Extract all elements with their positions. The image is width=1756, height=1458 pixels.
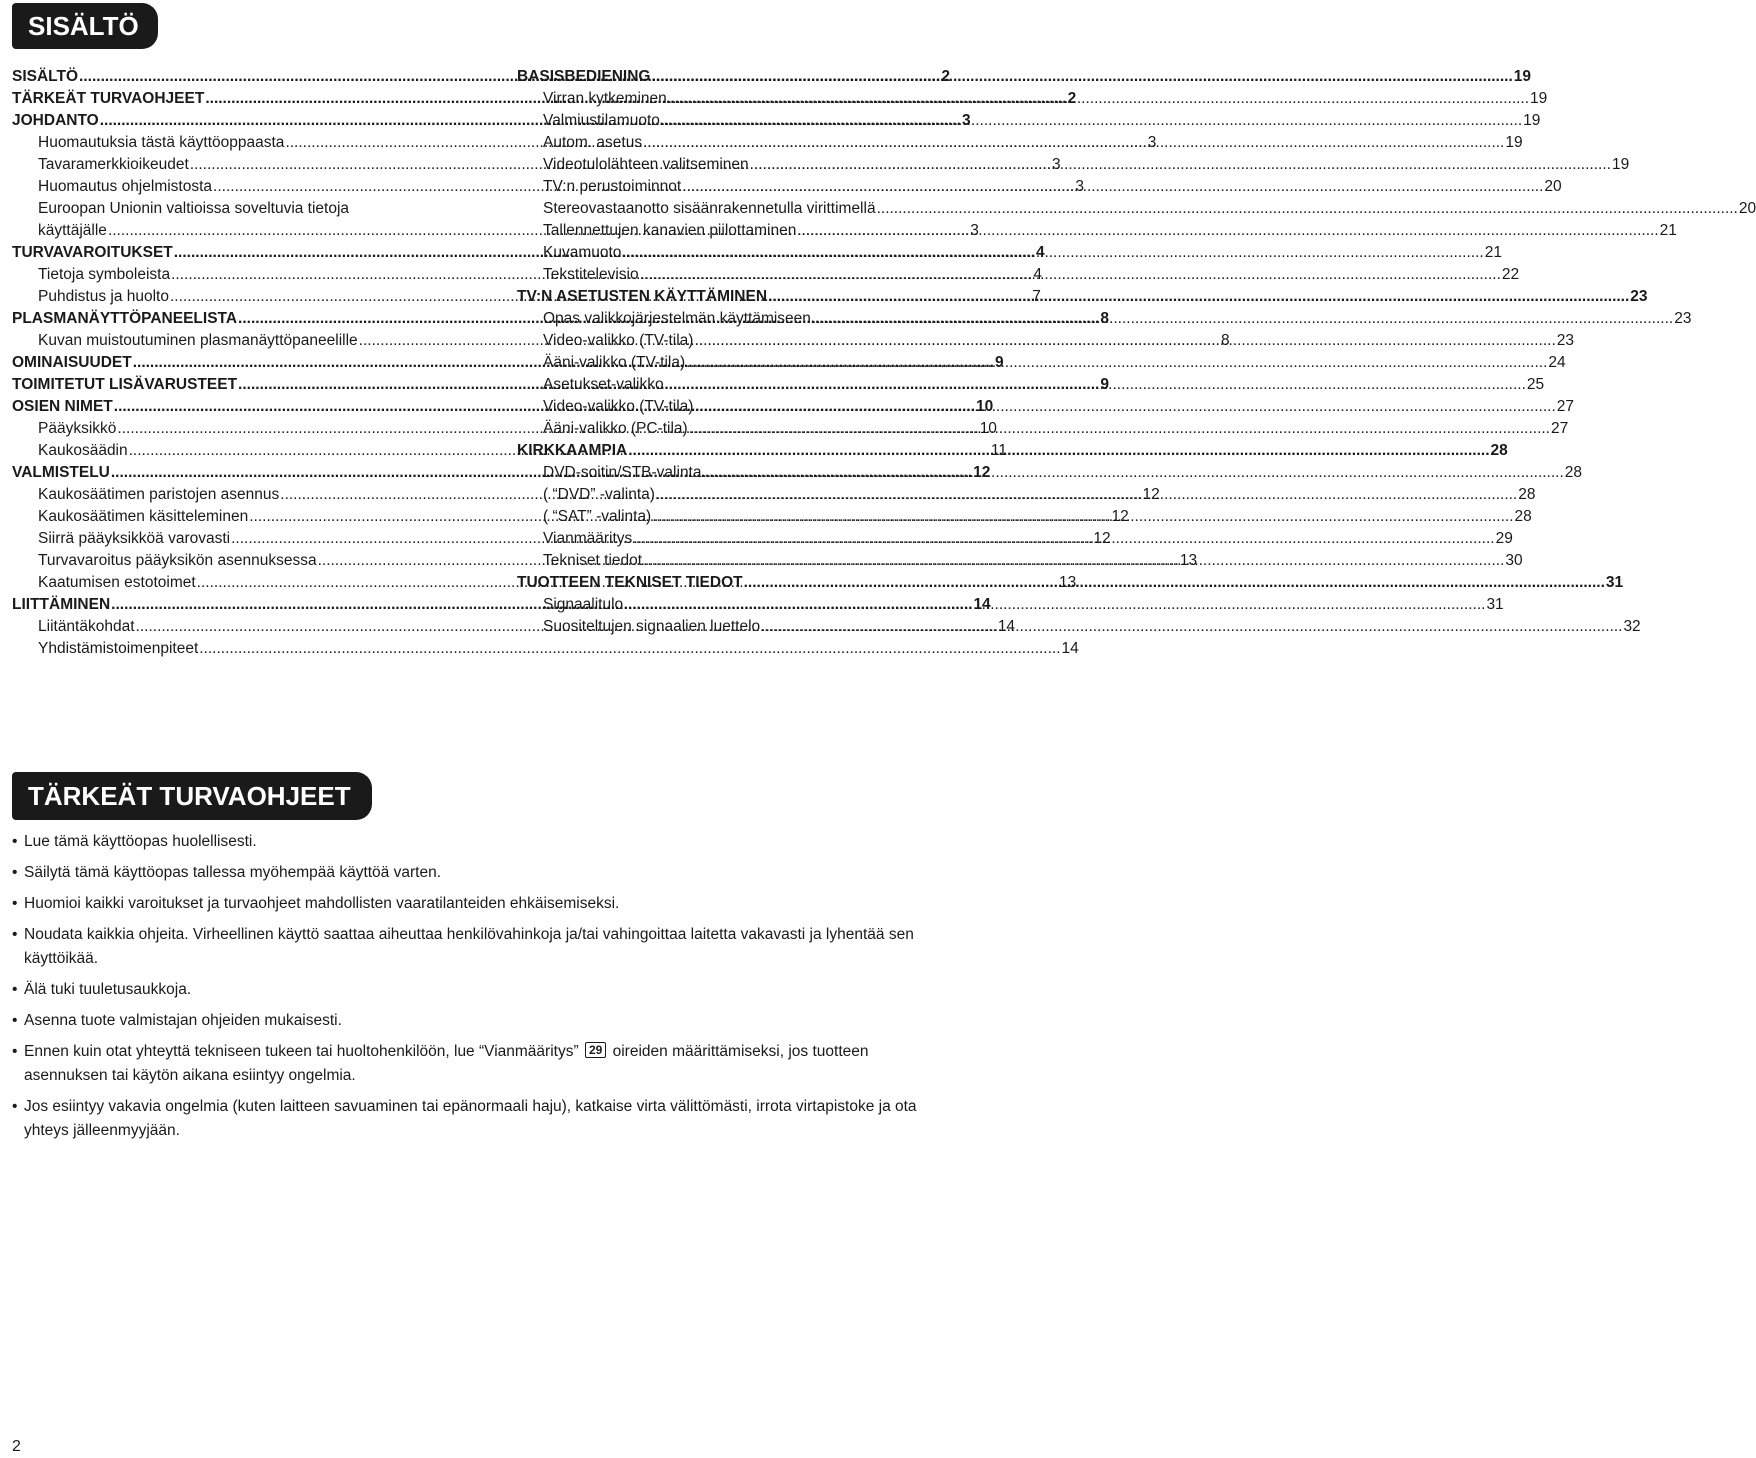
- toc-entry-page: 12: [1111, 508, 1129, 525]
- toc-entry-page: 31: [1486, 596, 1504, 613]
- toc-entry-page: 14: [1061, 640, 1079, 657]
- safety-item-text: Älä tuki tuuletusaukkoja.: [24, 981, 192, 998]
- toc-leader-dots: [694, 330, 1555, 352]
- toc-entry-page: 14: [973, 596, 991, 613]
- toc-entry-label: Kaukosäätimen käsitteleminen: [38, 508, 249, 525]
- toc-entry-page: 12: [1142, 486, 1160, 503]
- toc-entry-page: 9: [994, 354, 1004, 371]
- toc-entry-page: 13: [1179, 552, 1198, 569]
- toc-leader-dots: [750, 154, 1611, 176]
- toc-entry-label: Vianmääritys: [543, 530, 633, 547]
- toc-entry-page: 23: [1674, 310, 1692, 327]
- page-title: SISÄLTÖ: [12, 3, 158, 49]
- toc-entry-label: Autom. asetus: [543, 134, 643, 151]
- toc-entry-label: Suositeltujen signaalien luettelo: [543, 618, 761, 635]
- toc-entry-page: 27: [1556, 398, 1574, 415]
- toc-entry[interactable]: [517, 88, 1548, 110]
- toc-entry-page: 19: [1523, 112, 1541, 129]
- toc-entry-page: 12: [973, 464, 991, 481]
- toc-entry[interactable]: [517, 176, 1562, 198]
- toc-entry[interactable]: [517, 330, 1574, 352]
- toc-entry-page: 19: [1513, 68, 1532, 85]
- toc-entry[interactable]: [517, 110, 1541, 132]
- toc-entry[interactable]: [517, 286, 1648, 308]
- toc-entry-page: 19: [1611, 156, 1630, 173]
- safety-item-text: Noudata kaikkia ohjeita. Virheellinen käyttö saattaa aiheuttaa henkilövahinkoja ja/tai vahingoittaa laitetta vakavasti ja lyhentää sen käyttöikää.: [24, 926, 914, 967]
- toc-leader-dots: [797, 220, 1658, 242]
- toc-entry-label: Yhdistämistoimenpiteet: [38, 640, 199, 657]
- toc-entry-label: VALMISTELU: [12, 464, 110, 481]
- toc-entry[interactable]: [517, 154, 1630, 176]
- safety-item-text: Asenna tuote valmistajan ohjeiden mukaisesti.: [24, 1012, 342, 1029]
- toc-entry-page: 11: [990, 442, 1007, 459]
- toc-entry[interactable]: [12, 198, 456, 220]
- bullet-icon: •: [12, 1012, 18, 1029]
- toc-entry-label: KIRKKAAMPIA: [517, 442, 628, 459]
- toc-entry-page: 8: [1220, 332, 1230, 349]
- toc-entry-label: Huomautus ohjelmistosta: [38, 178, 213, 195]
- toc-entry-page: 28: [1490, 442, 1508, 459]
- toc-entry-label: Turvavaroitus pääyksikön asennuksessa: [38, 552, 317, 569]
- toc-leader-dots: [694, 396, 1555, 418]
- safety-item: [12, 1009, 952, 1033]
- toc-entry-label: LIITTÄMINEN: [12, 596, 111, 613]
- toc-leader-dots: [661, 110, 1522, 132]
- toc-entry-page: 2: [1067, 90, 1077, 107]
- toc-entry-label: TOIMITETUT LISÄVARUSTEET: [12, 376, 238, 393]
- toc-entry-page: 29: [1495, 530, 1513, 547]
- toc-leader-dots: [744, 572, 1605, 594]
- bullet-icon: •: [12, 864, 18, 881]
- toc-entry-label: Ääni-valikko (TV-tila): [543, 354, 686, 371]
- toc-leader-dots: [656, 484, 1517, 506]
- toc-leader-dots: [812, 308, 1673, 330]
- toc-entry-page: 8: [1100, 310, 1109, 327]
- toc-entry[interactable]: [517, 242, 1502, 264]
- bullet-icon: •: [12, 981, 18, 998]
- toc-entry-page: 10: [979, 420, 997, 437]
- toc-entry-label: Huomautuksia tästä käyttöoppaasta: [38, 134, 285, 151]
- toc-entry-label: ( “DVD” -valinta): [543, 486, 655, 503]
- toc-entry-page: 24: [1548, 354, 1566, 371]
- toc-entry-label: Kaukosäädin: [38, 442, 128, 459]
- toc-entry-page: 10: [976, 398, 994, 415]
- toc-entry-label: Tekniset tiedot: [543, 552, 643, 569]
- toc-entry-label: Videotulolähteen valitseminen: [543, 156, 749, 173]
- toc-entry-label: Opas valikkojärjestelmän käyttämiseen: [543, 310, 811, 327]
- toc-leader-dots: [643, 550, 1504, 572]
- toc-entry-label: Video-valikko (TV-tila): [543, 332, 694, 349]
- toc-entry-label: Virran kytkeminen: [543, 90, 667, 107]
- safety-item-text: oireiden määrittämiseksi, jos tuotteen asennuksen tai käytön aikana esiintyy ongelmia.: [24, 1043, 869, 1084]
- toc-entry-page: 19: [1505, 134, 1523, 151]
- toc-leader-dots: [652, 506, 1513, 528]
- toc-entry-page: 4: [1036, 244, 1045, 261]
- safety-item-text: Jos esiintyy vakavia ongelmia (kuten laitteen savuaminen tai epänormaali haju), katkaise virta välittömästi, irrota virtapistoke ja ota yhteys jälleenmyyjään.: [24, 1098, 917, 1139]
- toc-entry[interactable]: [12, 638, 1079, 660]
- toc-entry-page: 3: [970, 222, 979, 239]
- toc-leader-dots: [622, 242, 1483, 264]
- toc-leader-dots: [628, 440, 1489, 462]
- toc-entry-label: Liitäntäkohdat: [38, 618, 135, 635]
- toc-entry-label: DVD-soitin/STB-valinta: [543, 464, 702, 481]
- toc-entry-label: TÄRKEÄT TURVAOHJEET: [12, 90, 205, 107]
- toc-entry-page: 31: [1605, 574, 1624, 591]
- toc-entry-label: Tekstitelevisio: [543, 266, 639, 283]
- toc-entry-page: 30: [1505, 552, 1523, 569]
- toc-entry[interactable]: [517, 66, 1532, 88]
- safety-item-text: Säilytä tämä käyttöopas tallessa myöhempää käyttöä varten.: [24, 864, 441, 881]
- safety-item-text: Ennen kuin otat yhteyttä tekniseen tukeen tai huoltohenkilöön, lue “Vianmääritys”: [24, 1043, 579, 1060]
- toc-entry-page: 20: [1738, 200, 1756, 217]
- toc-entry-page: 22: [1501, 266, 1520, 283]
- safety-item: [12, 892, 952, 916]
- page-number: 2: [12, 1438, 21, 1455]
- toc-entry-label: TV:N ASETUSTEN KÄYTTÄMINEN: [517, 288, 768, 305]
- toc-leader-dots: [633, 528, 1494, 550]
- toc-entry-label: Pääyksikkö: [38, 420, 117, 437]
- toc-entry-page: 19: [1530, 90, 1548, 107]
- toc-leader-dots: [689, 418, 1550, 440]
- toc-leader-dots: [768, 286, 1629, 308]
- toc-entry-label: Signaalitulo: [543, 596, 624, 613]
- toc-leader-dots: [199, 638, 1060, 660]
- toc-entry-page: 12: [1093, 530, 1111, 547]
- toc-entry-page: 21: [1659, 222, 1677, 239]
- toc-entry-page: 27: [1550, 420, 1569, 437]
- toc-entry-page: 13: [1058, 574, 1077, 591]
- toc-entry-label: Kaukosäätimen paristojen asennus: [38, 486, 280, 503]
- toc-leader-dots: [624, 594, 1485, 616]
- toc-entry-label: Euroopan Unionin valtioissa soveltuvia tietoja: [38, 200, 350, 217]
- safety-item: [12, 830, 952, 854]
- toc-entry-page: 28: [1564, 464, 1583, 481]
- bullet-icon: •: [12, 926, 18, 943]
- toc-entry-page: 20: [1544, 178, 1562, 195]
- toc-leader-dots: [686, 352, 1547, 374]
- toc-entry[interactable]: [517, 308, 1692, 330]
- bullet-icon: •: [12, 1043, 18, 1060]
- toc-leader-dots: [652, 66, 1513, 88]
- toc-entry[interactable]: [517, 264, 1520, 286]
- toc-entry-label: BASISBEDIENING: [517, 68, 651, 85]
- toc-entry-label: Kaatumisen estotoimet: [38, 574, 196, 591]
- toc-leader-dots: [668, 88, 1529, 110]
- toc-entry-label: TUOTTEEN TEKNISET TIEDOT: [517, 574, 743, 591]
- toc-entry-page: 9: [1100, 376, 1109, 393]
- toc-entry-label: Kuvamuoto: [543, 244, 622, 261]
- toc-leader-dots: [665, 374, 1526, 396]
- toc-leader-dots: [682, 176, 1543, 198]
- safety-item-text: Huomioi kaikki varoitukset ja turvaohjeet mahdollisten vaaratilanteiden ehkäisemiseksi.: [24, 895, 620, 912]
- toc-entry-page: 28: [1514, 508, 1532, 525]
- toc-entry-page: 3: [1052, 156, 1061, 173]
- toc-entry-page: 3: [961, 112, 971, 129]
- toc-leader-dots: [703, 462, 1564, 484]
- safety-item: [12, 923, 952, 971]
- toc-entry-label: JOHDANTO: [12, 112, 99, 129]
- toc-entry-label: TV:n perustoiminnot: [543, 178, 682, 195]
- toc-entry-label: Siirrä pääyksikköä varovasti: [38, 530, 231, 547]
- toc-entry-page: 28: [1518, 486, 1536, 503]
- toc-entry-label: SISÄLTÖ: [12, 68, 79, 85]
- safety-item: [12, 861, 952, 885]
- toc-entry-page: 23: [1630, 288, 1648, 305]
- safety-instructions-list: [12, 830, 952, 1150]
- toc-leader-dots: [761, 616, 1622, 638]
- toc-entry-page: 2: [941, 68, 950, 85]
- safety-item-text: Lue tämä käyttöopas huolellisesti.: [24, 833, 257, 850]
- safety-item: [12, 978, 952, 1002]
- toc-entry-label: Valmiustilamuoto: [543, 112, 660, 129]
- toc-entry-label: OSIEN NIMET: [12, 398, 113, 415]
- toc-leader-dots: [640, 264, 1501, 286]
- safety-item: [12, 1095, 952, 1143]
- toc-entry-label: Tietoja symboleista: [38, 266, 171, 283]
- page-reference-icon[interactable]: 29: [585, 1042, 606, 1058]
- toc-entry-page: 25: [1526, 376, 1545, 393]
- toc-entry-page: 3: [1075, 178, 1084, 195]
- toc-entry[interactable]: [517, 352, 1566, 374]
- toc-entry-label: Video-valikko (TV-tila): [543, 398, 694, 415]
- toc-entry-label: Puhdistus ja huolto: [38, 288, 169, 305]
- toc-entry-page: 14: [997, 618, 1016, 635]
- bullet-icon: •: [12, 895, 18, 912]
- toc-entry[interactable]: [517, 198, 1756, 220]
- toc-entry-page: 32: [1623, 618, 1641, 635]
- toc-entry-label: Ääni-valikko (PC-tila): [543, 420, 688, 437]
- toc-entry-page: 4: [1033, 266, 1042, 283]
- toc-entry-page: 3: [1147, 134, 1157, 151]
- toc-leader-dots: [643, 132, 1504, 154]
- toc-entry-label: Kuvan muistoutuminen plasmanäyttöpaneelille: [38, 332, 358, 349]
- bullet-icon: •: [12, 833, 18, 850]
- safety-item: [12, 1040, 952, 1088]
- toc-entry-label: PLASMANÄYTTÖPANEELISTA: [12, 310, 238, 327]
- toc-entry-label: TURVAVAROITUKSET: [12, 244, 173, 261]
- toc-entry-label: Asetukset-valikko: [543, 376, 664, 393]
- toc-entry[interactable]: [517, 374, 1545, 396]
- bullet-icon: •: [12, 1098, 18, 1115]
- toc-entry-page: 23: [1556, 332, 1574, 349]
- toc-entry-label: käyttäjälle: [38, 222, 107, 239]
- toc-entry[interactable]: [517, 220, 1677, 242]
- toc-entry-label: OMINAISUUDET: [12, 354, 132, 371]
- toc-entry-page: 7: [1032, 288, 1041, 305]
- toc-leader-dots: [877, 198, 1738, 220]
- toc-entry-label: ( “SAT” -valinta): [543, 508, 652, 525]
- toc-entry-label: Tallennettujen kanavien piilottaminen: [543, 222, 797, 239]
- toc-entry-page: 21: [1484, 244, 1502, 261]
- toc-entry-label: Tavaramerkkioikeudet: [38, 156, 189, 173]
- toc-entry-label: Stereovastaanotto sisäänrakennetulla virittimellä: [543, 200, 876, 217]
- toc-entry[interactable]: [517, 132, 1523, 154]
- safety-section-title: TÄRKEÄT TURVAOHJEET: [12, 772, 372, 820]
